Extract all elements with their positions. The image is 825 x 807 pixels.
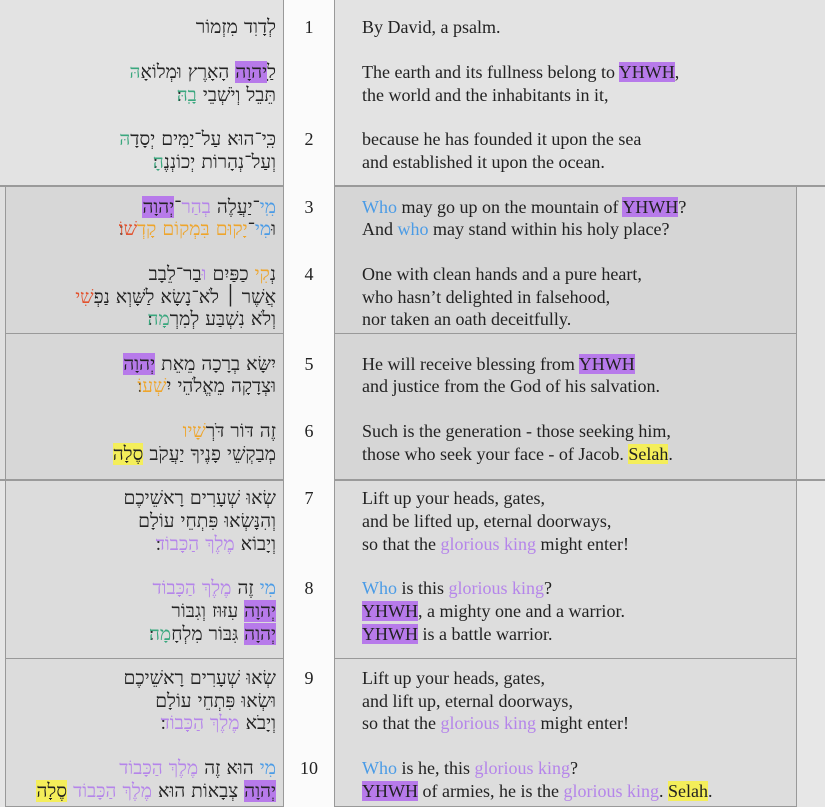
text-segment: and established it upon the ocean. (362, 151, 605, 172)
verse-number: 3 (304, 196, 314, 217)
text-line (6, 667, 276, 690)
text-segment: זֶה (231, 577, 260, 600)
text-line (362, 577, 802, 600)
yhwh-highlight: יְהוָה (123, 352, 156, 375)
text-segment: וּשְׂאוּ פִּתְחֵי עוֹלָם (155, 689, 276, 712)
verse-number: 2 (304, 129, 314, 150)
text-segment: Lift up your heads, gates, (362, 668, 545, 689)
verse-number: 1 (304, 17, 314, 37)
text-line (6, 780, 276, 803)
english-verse-8 (362, 577, 802, 645)
text-line (6, 128, 276, 151)
text-line (362, 443, 802, 466)
text-segment: nor taken an oath deceitfully. (362, 309, 572, 330)
divider (0, 479, 283, 481)
divider (0, 185, 283, 187)
text-segment: those who seek your face - of Jacob. (362, 443, 629, 464)
verse-number: 9 (304, 668, 314, 689)
green-word: הּ (129, 61, 141, 84)
text-line (362, 39, 802, 62)
text-segment: נְ (269, 262, 276, 285)
who-word: מִֽי (259, 195, 276, 218)
king-word: מֶלֶךְ הַכָּבוֹד (152, 577, 232, 600)
text-segment: זֶה דּוֹר דֹּרְ (205, 420, 276, 443)
text-line (362, 487, 802, 510)
text-segment: ? (544, 578, 553, 599)
text-line (6, 712, 276, 735)
text-segment: ? (570, 757, 579, 778)
orange-word: קִי (254, 262, 270, 285)
text-line (6, 263, 276, 286)
text-segment: צְבָאוֹת הוּא (152, 779, 245, 802)
text-segment: ־ (247, 218, 255, 241)
text-line (362, 128, 802, 151)
text-line (362, 623, 802, 646)
text-segment: עִזּוּז וְגִבּוֹר (171, 599, 245, 622)
green-word: בָֽהּ (176, 84, 197, 107)
green-word: מָה (147, 308, 170, 331)
divider (335, 185, 825, 187)
text-segment: בַר־לֵבָב (148, 262, 202, 285)
text-segment: and be lifted up, eternal doorways, (362, 511, 612, 532)
hebrew-verse-6 (6, 420, 276, 465)
text-line (362, 16, 802, 39)
king-word: מֶלֶךְ הַכָּבוֹד (73, 779, 153, 802)
orange-word: שָׁיו (182, 420, 206, 443)
text-segment: and justice from the God of his salvation. (362, 376, 660, 397)
text-segment: , a mighty one and a warrior. (418, 600, 625, 621)
text-segment: כַפַּיִם (206, 262, 255, 285)
divider (335, 479, 825, 481)
text-segment: of armies, he is the (418, 780, 564, 801)
red-word: שׁוֹ (118, 218, 138, 241)
text-segment: וּ (271, 218, 276, 241)
yhwh-highlight: YHWH (578, 353, 635, 374)
text-segment: is a battle warrior. (418, 623, 553, 644)
text-line (362, 263, 802, 286)
yhwh-highlight: YHWH (622, 196, 679, 217)
orange-word: שְׁעוֹ (137, 375, 167, 398)
yhwh-highlight: YHWH (362, 600, 418, 621)
text-segment: אֲשֶׁר ׀ לֹא־נָשָׂא לַשָּׁוְא נַפְ (93, 285, 276, 308)
text-segment: שְׂאוּ שְׁעָרִים רָאשֵׁיכֶם (123, 667, 276, 690)
text-segment: וְלֹא נִשְׁבַּע לְמִרְ (169, 308, 276, 331)
red-word: שִׁי (75, 285, 94, 308)
text-line (6, 443, 276, 466)
text-segment: יִשָּׂא בְרָכָה מֵאֵת (155, 352, 276, 375)
text-segment: because he has founded it upon the sea (362, 129, 642, 150)
text-segment: the world and the inhabitants in it, (362, 85, 609, 106)
text-line (6, 533, 276, 556)
text-segment: And (362, 219, 398, 240)
text-segment: לְדָוִד מִזְמוֹר (195, 16, 276, 38)
yhwh-highlight: יְהוָה (244, 779, 276, 802)
text-segment: . (658, 780, 668, 801)
text-line (6, 196, 276, 219)
yhwh-highlight: יְהוָה (142, 195, 175, 218)
yhwh-highlight: יהוָה (235, 61, 268, 84)
text-segment: וְיָבֹא (239, 712, 276, 735)
yhwh-highlight: יְהוָה (244, 599, 276, 622)
hebrew-verse-8 (6, 577, 276, 645)
text-segment: may stand within his holy place? (428, 219, 670, 240)
text-line (6, 623, 276, 646)
king-word: glorious king (440, 533, 537, 554)
text-segment: The earth and its fullness belong to (362, 62, 619, 83)
text-segment: One with clean hands and a pure heart, (362, 263, 642, 284)
english-verse-10 (362, 757, 802, 802)
text-line (362, 61, 802, 84)
text-line (6, 757, 276, 780)
king-word: glorious king (563, 780, 659, 801)
text-segment: ? (678, 196, 687, 217)
text-segment: הָאָרֶץ וּמְלוֹאָ (140, 61, 236, 84)
king-word: glorious king (440, 713, 537, 734)
who-word: Who (362, 578, 397, 599)
selah-highlight: סֶלָה (36, 779, 68, 802)
text-segment: so that the (362, 713, 441, 734)
text-segment: וְיָבוֹא (234, 532, 276, 555)
text-segment: ־יַעֲלֶה (210, 195, 260, 218)
text-line (362, 600, 802, 623)
text-segment: . (668, 443, 673, 464)
verse-number: 5 (304, 353, 314, 374)
text-line (362, 420, 802, 443)
text-line (6, 600, 276, 623)
text-line (362, 353, 802, 376)
text-line (6, 39, 276, 62)
selah-highlight: סֶלָה (112, 442, 144, 465)
king-word: בְהַר (181, 195, 211, 218)
english-verse-3 (362, 196, 802, 241)
text-line (362, 286, 802, 309)
text-segment: לַֽ (267, 61, 276, 84)
yhwh-highlight: YHWH (362, 623, 418, 644)
text-line (6, 690, 276, 713)
text-segment: is this (397, 578, 449, 599)
selah-highlight: Selah (667, 780, 708, 801)
text-segment: Lift up your heads, gates, (362, 488, 545, 509)
text-line (6, 487, 276, 510)
king-word: וּ (201, 262, 207, 285)
text-line (362, 757, 802, 780)
text-segment: By David, a psalm. (362, 17, 501, 37)
text-line (6, 218, 276, 241)
text-line (6, 16, 276, 39)
verse-number: 4 (304, 263, 314, 284)
orange-word: יָקוּם בִּמְקוֹם קָדְ (137, 218, 248, 241)
english-verse-1 (362, 16, 802, 107)
who-word: מִי (259, 577, 276, 600)
yhwh-highlight: יְהוָה (244, 622, 276, 645)
text-segment: וְהִנָּשְׂאוּ פִּתְחֵי עוֹלָם (138, 510, 276, 533)
text-line (362, 667, 802, 690)
who-word: מִי (259, 756, 276, 779)
english-verse-4 (362, 263, 802, 331)
text-line (6, 286, 276, 309)
selah-highlight: Selah (628, 443, 669, 464)
hebrew-verse-10 (6, 757, 276, 802)
text-segment: might enter! (536, 533, 629, 554)
text-segment: He will receive blessing from (362, 353, 579, 374)
english-verse-6 (362, 420, 802, 465)
text-line (6, 353, 276, 376)
text-line (6, 510, 276, 533)
text-segment: Such is the generation - those seeking him, (362, 421, 671, 442)
text-line (6, 151, 276, 174)
text-line (6, 375, 276, 398)
text-line (362, 84, 802, 107)
king-word: מֶלֶךְ הַכָּבוֹד (155, 532, 235, 555)
hebrew-verse-7 (6, 487, 276, 555)
text-segment: גִּבּוֹר מִלְחָ (171, 622, 245, 645)
text-segment: וּצְדָקָה מֵאֱלֹהֵי יִ (166, 375, 276, 398)
text-segment: may go up on the mountain of (397, 196, 623, 217)
text-segment: . (707, 780, 713, 801)
verse-number: 8 (304, 578, 314, 599)
text-line (362, 218, 802, 241)
who-word: who (397, 219, 429, 240)
english-verse-2 (362, 128, 802, 173)
text-line (6, 577, 276, 600)
verse-number: 10 (300, 757, 318, 778)
hebrew-verse-9 (6, 667, 276, 735)
text-line (362, 712, 802, 735)
text-line (362, 308, 802, 331)
yhwh-highlight: YHWH (618, 62, 675, 83)
text-line (362, 510, 802, 533)
text-segment: is he, this (397, 757, 475, 778)
text-segment: כִּֽי־הוּא עַל־יַמִּים יְסָדָ (130, 128, 276, 151)
text-line (6, 84, 276, 107)
green-word: הָ (152, 150, 164, 173)
text-segment: וְעַל־נְהָרוֹת יְכוֹנְנֶ (163, 150, 276, 173)
green-word: מָה (148, 622, 172, 645)
text-segment: תֵּבֵל וְיֹשְׁבֵי (196, 84, 276, 107)
text-segment: ־ (174, 195, 182, 218)
who-word: Who (362, 196, 397, 217)
text-segment: so that the (362, 533, 441, 554)
text-line (6, 308, 276, 331)
hebrew-verse-1 (6, 16, 276, 107)
text-line (362, 196, 802, 219)
text-segment: who hasn’t delighted in falsehood, (362, 286, 611, 307)
text-segment: מְבַקְשֵׁי פָנֶיךָ יַעֲקֹב (143, 442, 276, 465)
verse-number: 6 (304, 421, 314, 442)
hebrew-verse-2 (6, 128, 276, 173)
text-line (362, 533, 802, 556)
king-word: מֶלֶךְ הַכָּבוֹד (119, 756, 199, 779)
text-line (362, 780, 802, 803)
who-word: Who (362, 757, 397, 778)
hebrew-verse-3 (6, 196, 276, 241)
text-segment: שְׂאוּ שְׁעָרִים רָאשֵׁיכֶם (123, 487, 276, 510)
who-word: מִי (254, 218, 272, 241)
english-verse-5 (362, 353, 802, 398)
king-word: glorious king (448, 578, 545, 599)
text-segment: might enter! (536, 713, 629, 734)
text-segment: , (674, 62, 680, 83)
text-line (362, 375, 802, 398)
text-line (6, 61, 276, 84)
english-verse-9 (362, 667, 802, 735)
text-line (362, 690, 802, 713)
text-line (362, 151, 802, 174)
text-line (6, 420, 276, 443)
king-word: glorious king (474, 757, 571, 778)
yhwh-highlight: YHWH (362, 780, 418, 801)
hebrew-verse-4 (6, 263, 276, 331)
text-segment: and lift up, eternal doorways, (362, 690, 573, 711)
hebrew-verse-5 (6, 353, 276, 398)
verse-number: 7 (304, 488, 314, 509)
english-verse-7 (362, 487, 802, 555)
green-word: הּ (119, 128, 131, 151)
text-segment: הוּא זֶה (198, 756, 260, 779)
king-word: מֶלֶךְ הַכָּבוֹד (160, 712, 240, 735)
